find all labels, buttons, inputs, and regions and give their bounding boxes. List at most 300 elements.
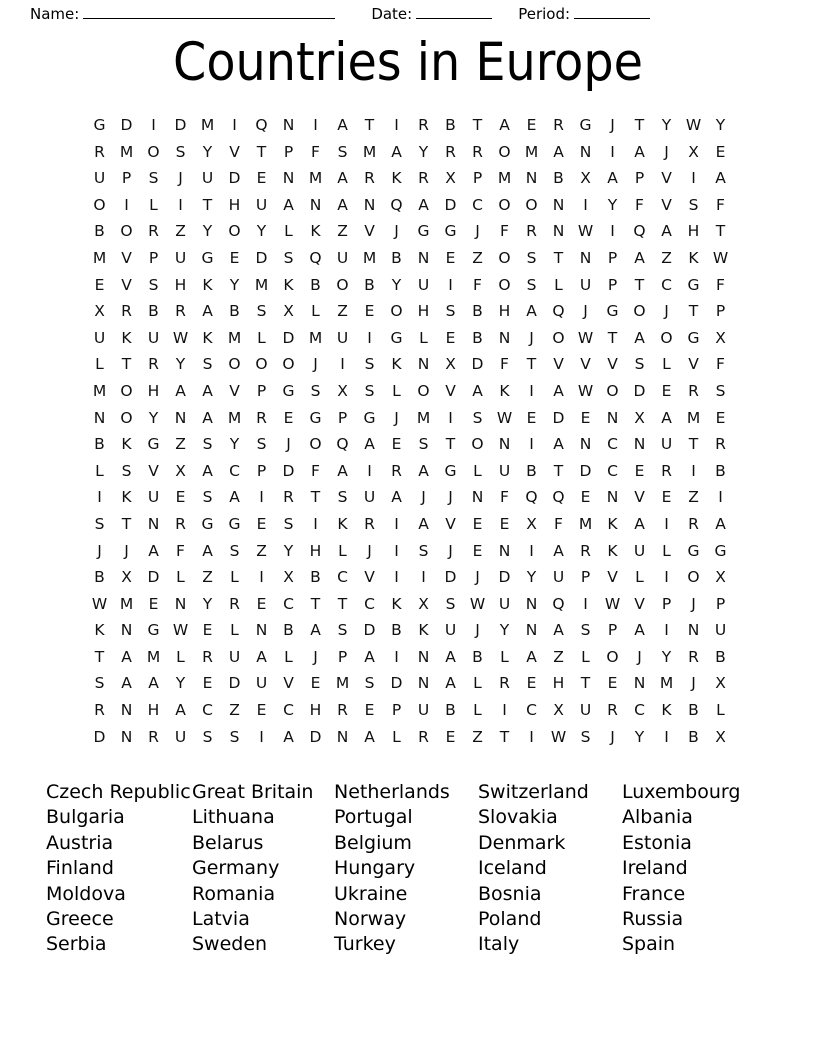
grid-cell[interactable]: I	[259, 727, 264, 746]
grid-cell[interactable]: T	[634, 275, 645, 294]
grid-cell[interactable]: W	[550, 727, 567, 746]
grid-cell[interactable]: I	[178, 195, 183, 214]
grid-cell[interactable]: H	[687, 222, 700, 241]
grid-cell[interactable]: U	[174, 248, 187, 267]
grid-cell[interactable]: B	[391, 248, 402, 267]
grid-cell[interactable]: V	[364, 568, 375, 587]
grid-cell[interactable]: E	[256, 169, 267, 188]
grid-cell[interactable]: E	[148, 594, 159, 613]
grid-cell[interactable]: J	[583, 302, 588, 321]
grid-cell[interactable]: G	[444, 461, 457, 480]
grid-cell[interactable]: C	[283, 701, 294, 720]
grid-cell[interactable]: L	[716, 701, 725, 720]
grid-cell[interactable]: B	[688, 701, 699, 720]
grid-cell[interactable]: W	[712, 248, 729, 267]
grid-cell[interactable]: D	[309, 727, 322, 746]
grid-cell[interactable]: A	[148, 674, 159, 693]
grid-cell[interactable]: J	[394, 222, 399, 241]
grid-cell[interactable]: D	[390, 674, 403, 693]
grid-cell[interactable]: D	[579, 461, 592, 480]
grid-cell[interactable]: L	[257, 328, 266, 347]
grid-cell[interactable]: C	[607, 435, 618, 454]
grid-cell[interactable]: T	[553, 461, 564, 480]
grid-cell[interactable]: B	[94, 435, 105, 454]
grid-cell[interactable]: N	[174, 594, 187, 613]
grid-cell[interactable]: H	[309, 701, 322, 720]
grid-cell[interactable]: Q	[552, 594, 565, 613]
grid-cell[interactable]: U	[417, 701, 430, 720]
grid-cell[interactable]: F	[500, 222, 509, 241]
grid-cell[interactable]: F	[500, 488, 509, 507]
grid-cell[interactable]: I	[313, 116, 318, 134]
grid-cell[interactable]: M	[119, 142, 134, 161]
grid-cell[interactable]: L	[230, 621, 239, 640]
grid-cell[interactable]: I	[448, 408, 453, 427]
grid-cell[interactable]: I	[529, 435, 534, 454]
grid-cell[interactable]: B	[310, 275, 321, 294]
grid-cell[interactable]: E	[391, 435, 402, 454]
grid-cell[interactable]: E	[256, 701, 267, 720]
word-list-item[interactable]: Austria	[46, 831, 114, 854]
grid-cell[interactable]: H	[417, 302, 430, 321]
grid-cell[interactable]: X	[634, 408, 645, 427]
grid-cell[interactable]: Y	[283, 541, 294, 560]
grid-cell[interactable]: O	[498, 275, 511, 294]
grid-cell[interactable]: X	[715, 568, 726, 587]
grid-cell[interactable]: P	[337, 647, 348, 666]
grid-cell[interactable]: K	[688, 248, 699, 267]
grid-cell[interactable]: K	[607, 514, 618, 533]
grid-cell[interactable]: C	[472, 195, 483, 214]
grid-cell[interactable]: V	[688, 355, 699, 374]
grid-cell[interactable]: C	[607, 461, 618, 480]
grid-cell[interactable]: J	[448, 488, 453, 507]
grid-cell[interactable]: X	[445, 355, 456, 374]
grid-cell[interactable]: N	[525, 594, 538, 613]
word-list-item[interactable]: Spain	[622, 933, 676, 956]
grid-cell[interactable]: T	[121, 355, 132, 374]
grid-cell[interactable]: R	[526, 222, 537, 241]
grid-cell[interactable]: K	[337, 514, 348, 533]
grid-cell[interactable]: V	[148, 461, 159, 480]
grid-cell[interactable]: D	[498, 568, 511, 587]
grid-cell[interactable]: G	[363, 408, 376, 427]
grid-cell[interactable]: A	[418, 195, 429, 214]
grid-cell[interactable]: W	[496, 408, 513, 427]
grid-cell[interactable]: O	[498, 195, 511, 214]
grid-cell[interactable]: J	[610, 727, 615, 746]
grid-cell[interactable]: H	[147, 381, 160, 400]
grid-cell[interactable]: E	[472, 514, 483, 533]
grid-cell[interactable]: E	[94, 275, 105, 294]
grid-cell[interactable]: A	[526, 302, 537, 321]
grid-cell[interactable]: N	[579, 435, 592, 454]
grid-cell[interactable]: C	[634, 701, 645, 720]
grid-cell[interactable]: I	[610, 142, 615, 161]
grid-cell[interactable]: S	[337, 142, 348, 161]
grid-cell[interactable]: S	[94, 514, 105, 533]
grid-cell[interactable]: S	[526, 275, 537, 294]
grid-cell[interactable]: M	[362, 142, 377, 161]
word-list-item[interactable]: Bosnia	[478, 882, 542, 905]
grid-cell[interactable]: A	[202, 408, 213, 427]
grid-cell[interactable]: R	[715, 435, 726, 454]
grid-cell[interactable]: T	[688, 302, 699, 321]
grid-cell[interactable]: N	[471, 488, 484, 507]
grid-cell[interactable]: P	[391, 701, 402, 720]
grid-cell[interactable]: V	[121, 248, 132, 267]
grid-cell[interactable]: Y	[391, 275, 402, 294]
grid-cell[interactable]: A	[175, 701, 186, 720]
grid-cell[interactable]: O	[606, 647, 619, 666]
grid-cell[interactable]: T	[364, 116, 375, 134]
grid-cell[interactable]: I	[394, 647, 399, 666]
grid-cell[interactable]: Y	[499, 621, 510, 640]
grid-cell[interactable]: O	[660, 328, 673, 347]
grid-cell[interactable]: O	[498, 142, 511, 161]
grid-cell[interactable]: V	[661, 169, 672, 188]
grid-cell[interactable]: V	[553, 355, 564, 374]
grid-cell[interactable]: Z	[229, 701, 240, 720]
grid-cell[interactable]: S	[364, 355, 375, 374]
grid-cell[interactable]: U	[93, 328, 106, 347]
grid-cell[interactable]: S	[121, 461, 132, 480]
grid-cell[interactable]: B	[472, 302, 483, 321]
grid-cell[interactable]: Z	[688, 488, 699, 507]
grid-cell[interactable]: T	[202, 195, 213, 214]
word-list-item[interactable]: Switzerland	[478, 781, 589, 803]
grid-cell[interactable]: N	[417, 248, 430, 267]
grid-cell[interactable]: N	[255, 621, 268, 640]
grid-cell[interactable]: L	[176, 568, 185, 587]
grid-cell[interactable]: N	[606, 408, 619, 427]
grid-cell[interactable]: A	[553, 435, 564, 454]
grid-cell[interactable]: A	[337, 116, 348, 134]
grid-cell[interactable]: S	[229, 541, 240, 560]
grid-cell[interactable]: H	[147, 701, 160, 720]
date-write-line[interactable]	[416, 6, 492, 19]
grid-cell[interactable]: H	[552, 674, 565, 693]
grid-cell[interactable]: O	[120, 408, 133, 427]
grid-cell[interactable]: P	[715, 302, 726, 321]
grid-cell[interactable]: I	[394, 514, 399, 533]
grid-cell[interactable]: S	[634, 355, 645, 374]
grid-cell[interactable]: V	[580, 355, 591, 374]
grid-cell[interactable]: G	[579, 116, 592, 134]
grid-cell[interactable]: R	[580, 541, 591, 560]
grid-cell[interactable]: R	[175, 302, 186, 321]
grid-cell[interactable]: K	[661, 701, 672, 720]
grid-cell[interactable]: J	[691, 594, 696, 613]
grid-cell[interactable]: Z	[175, 222, 186, 241]
grid-cell[interactable]: E	[445, 248, 456, 267]
grid-cell[interactable]: J	[286, 435, 291, 454]
grid-cell[interactable]: U	[498, 594, 511, 613]
grid-cell[interactable]: L	[176, 647, 185, 666]
grid-cell[interactable]: T	[634, 116, 645, 134]
grid-cell[interactable]: A	[526, 647, 537, 666]
grid-cell[interactable]: G	[228, 514, 241, 533]
grid-cell[interactable]: R	[256, 408, 267, 427]
grid-cell[interactable]: W	[577, 222, 594, 241]
grid-cell[interactable]: B	[391, 621, 402, 640]
grid-cell[interactable]: H	[498, 302, 511, 321]
grid-cell[interactable]: A	[715, 169, 726, 188]
grid-cell[interactable]: X	[715, 328, 726, 347]
grid-cell[interactable]: S	[445, 594, 456, 613]
grid-cell[interactable]: N	[525, 621, 538, 640]
grid-cell[interactable]: M	[578, 514, 593, 533]
grid-cell[interactable]: O	[471, 435, 484, 454]
grid-cell[interactable]: S	[418, 541, 429, 560]
grid-cell[interactable]: E	[202, 674, 213, 693]
grid-cell[interactable]: F	[554, 514, 563, 533]
grid-cell[interactable]: S	[337, 621, 348, 640]
grid-cell[interactable]: X	[94, 302, 105, 321]
grid-cell[interactable]: L	[473, 674, 482, 693]
grid-cell[interactable]: M	[308, 169, 323, 188]
grid-cell[interactable]: A	[418, 461, 429, 480]
grid-cell[interactable]: E	[283, 408, 294, 427]
grid-cell[interactable]: U	[444, 621, 457, 640]
grid-cell[interactable]: X	[553, 701, 564, 720]
grid-cell[interactable]: A	[121, 647, 132, 666]
grid-cell[interactable]: P	[715, 594, 726, 613]
grid-cell[interactable]: P	[283, 142, 294, 161]
grid-cell[interactable]: R	[337, 701, 348, 720]
grid-cell[interactable]: W	[172, 328, 189, 347]
grid-cell[interactable]: L	[338, 541, 347, 560]
grid-cell[interactable]: N	[552, 222, 565, 241]
grid-cell[interactable]: I	[394, 541, 399, 560]
grid-cell[interactable]: B	[472, 328, 483, 347]
grid-cell[interactable]: Y	[202, 222, 213, 241]
grid-cell[interactable]: N	[93, 408, 106, 427]
grid-cell[interactable]: A	[553, 541, 564, 560]
grid-cell[interactable]: I	[583, 195, 588, 214]
grid-cell[interactable]: W	[172, 621, 189, 640]
grid-cell[interactable]: O	[417, 381, 430, 400]
grid-cell[interactable]: L	[662, 541, 671, 560]
grid-cell[interactable]: Y	[175, 355, 186, 374]
grid-cell[interactable]: J	[313, 647, 318, 666]
word-list-item[interactable]: Germany	[192, 857, 280, 880]
grid-cell[interactable]: Y	[418, 142, 429, 161]
word-list-item[interactable]: Iceland	[478, 857, 547, 880]
grid-cell[interactable]: I	[664, 727, 669, 746]
grid-cell[interactable]: C	[229, 461, 240, 480]
grid-cell[interactable]: K	[121, 435, 132, 454]
grid-cell[interactable]: A	[634, 514, 645, 533]
grid-cell[interactable]: Y	[256, 222, 267, 241]
grid-cell[interactable]: A	[148, 541, 159, 560]
grid-cell[interactable]: L	[473, 701, 482, 720]
grid-cell[interactable]: I	[367, 461, 372, 480]
grid-cell[interactable]: Y	[634, 727, 645, 746]
grid-cell[interactable]: S	[526, 248, 537, 267]
grid-cell[interactable]: M	[200, 116, 215, 134]
grid-cell[interactable]: T	[472, 116, 483, 134]
grid-cell[interactable]: A	[256, 647, 267, 666]
grid-cell[interactable]: K	[121, 328, 132, 347]
grid-cell[interactable]: M	[92, 248, 107, 267]
grid-cell[interactable]: W	[91, 594, 108, 613]
grid-cell[interactable]: Q	[336, 435, 349, 454]
grid-cell[interactable]: D	[471, 355, 484, 374]
grid-cell[interactable]: A	[202, 302, 213, 321]
grid-cell[interactable]: A	[337, 195, 348, 214]
grid-cell[interactable]: A	[175, 381, 186, 400]
grid-cell[interactable]: G	[147, 435, 160, 454]
grid-cell[interactable]: E	[526, 674, 537, 693]
grid-cell[interactable]: U	[579, 275, 592, 294]
grid-cell[interactable]: V	[445, 514, 456, 533]
grid-cell[interactable]: I	[124, 195, 129, 214]
grid-cell[interactable]: R	[148, 222, 159, 241]
grid-cell[interactable]: D	[633, 381, 646, 400]
grid-cell[interactable]: Y	[715, 116, 726, 134]
grid-cell[interactable]: R	[94, 142, 105, 161]
word-list-item[interactable]: Great Britain	[192, 781, 314, 803]
grid-cell[interactable]: N	[552, 195, 565, 214]
grid-cell[interactable]: O	[93, 195, 106, 214]
grid-cell[interactable]: L	[149, 195, 158, 214]
grid-cell[interactable]: N	[498, 541, 511, 560]
grid-cell[interactable]: B	[526, 461, 537, 480]
grid-cell[interactable]: R	[499, 674, 510, 693]
grid-cell[interactable]: E	[580, 408, 591, 427]
grid-cell[interactable]: S	[256, 435, 267, 454]
word-list-item[interactable]: Romania	[192, 882, 276, 905]
grid-cell[interactable]: E	[310, 674, 321, 693]
grid-cell[interactable]: E	[256, 514, 267, 533]
name-write-line[interactable]	[83, 6, 335, 19]
grid-cell[interactable]: G	[606, 302, 619, 321]
grid-cell[interactable]: A	[229, 488, 240, 507]
grid-cell[interactable]: W	[577, 381, 594, 400]
grid-cell[interactable]: N	[579, 142, 592, 161]
grid-cell[interactable]: A	[310, 621, 321, 640]
word-list-item[interactable]: Lithuana	[192, 806, 275, 829]
grid-cell[interactable]: T	[553, 248, 564, 267]
grid-cell[interactable]: Y	[202, 594, 213, 613]
grid-cell[interactable]: A	[553, 142, 564, 161]
grid-cell[interactable]: O	[282, 355, 295, 374]
grid-cell[interactable]: E	[202, 621, 213, 640]
grid-cell[interactable]: A	[499, 116, 510, 134]
grid-cell[interactable]: N	[417, 355, 430, 374]
grid-cell[interactable]: U	[498, 461, 511, 480]
grid-cell[interactable]: P	[634, 169, 645, 188]
word-list-item[interactable]: Estonia	[622, 831, 692, 854]
grid-cell[interactable]: M	[335, 674, 350, 693]
grid-cell[interactable]: N	[174, 408, 187, 427]
grid-cell[interactable]: Q	[633, 222, 646, 241]
grid-cell[interactable]: B	[148, 302, 159, 321]
grid-cell[interactable]: Y	[229, 275, 240, 294]
grid-cell[interactable]: U	[174, 727, 187, 746]
word-list-item[interactable]: Belarus	[192, 831, 264, 854]
grid-cell[interactable]: Q	[552, 488, 565, 507]
word-list-item[interactable]: Norway	[334, 908, 407, 931]
grid-cell[interactable]: W	[469, 594, 486, 613]
grid-cell[interactable]: B	[715, 461, 726, 480]
grid-cell[interactable]: T	[526, 355, 537, 374]
grid-cell[interactable]: O	[552, 328, 565, 347]
grid-cell[interactable]: E	[499, 514, 510, 533]
grid-cell[interactable]: I	[718, 488, 723, 507]
grid-cell[interactable]: I	[394, 116, 399, 134]
grid-cell[interactable]: L	[311, 302, 320, 321]
grid-cell[interactable]: I	[664, 621, 669, 640]
grid-cell[interactable]: T	[715, 222, 726, 241]
grid-cell[interactable]: Y	[229, 435, 240, 454]
word-list-item[interactable]: Serbia	[46, 933, 107, 956]
grid-cell[interactable]: U	[93, 169, 106, 188]
grid-cell[interactable]: A	[553, 621, 564, 640]
word-list-item[interactable]: Russia	[622, 908, 684, 931]
grid-cell[interactable]: T	[121, 514, 132, 533]
word-list-item[interactable]: Czech Republic	[46, 781, 191, 803]
grid-cell[interactable]: D	[444, 195, 457, 214]
grid-cell[interactable]: M	[362, 248, 377, 267]
grid-cell[interactable]: S	[688, 195, 699, 214]
grid-cell[interactable]: J	[475, 222, 480, 241]
grid-cell[interactable]: N	[606, 488, 619, 507]
grid-cell[interactable]: J	[664, 302, 669, 321]
grid-cell[interactable]: S	[418, 435, 429, 454]
grid-cell[interactable]: P	[472, 169, 483, 188]
grid-cell[interactable]: B	[364, 275, 375, 294]
grid-cell[interactable]: V	[229, 142, 240, 161]
grid-cell[interactable]: G	[390, 328, 403, 347]
grid-cell[interactable]: P	[607, 621, 618, 640]
grid-cell[interactable]: R	[418, 169, 429, 188]
grid-cell[interactable]: A	[715, 514, 726, 533]
grid-cell[interactable]: K	[391, 169, 402, 188]
grid-cell[interactable]: T	[94, 647, 105, 666]
grid-cell[interactable]: Z	[175, 435, 186, 454]
grid-cell[interactable]: S	[229, 727, 240, 746]
grid-cell[interactable]: U	[714, 621, 727, 640]
grid-cell[interactable]: X	[121, 568, 132, 587]
grid-cell[interactable]: G	[444, 222, 457, 241]
grid-cell[interactable]: F	[311, 142, 320, 161]
grid-cell[interactable]: B	[94, 222, 105, 241]
grid-cell[interactable]: F	[716, 355, 725, 374]
grid-cell[interactable]: Q	[309, 248, 322, 267]
grid-cell[interactable]: O	[498, 248, 511, 267]
grid-cell[interactable]: S	[202, 435, 213, 454]
grid-cell[interactable]: Z	[202, 568, 213, 587]
grid-cell[interactable]: K	[310, 222, 321, 241]
grid-cell[interactable]: L	[662, 355, 671, 374]
word-list-item[interactable]: Ireland	[622, 857, 688, 880]
grid-cell[interactable]: G	[687, 328, 700, 347]
grid-cell[interactable]: E	[175, 488, 186, 507]
grid-cell[interactable]: S	[148, 275, 159, 294]
grid-cell[interactable]: S	[202, 488, 213, 507]
grid-cell[interactable]: H	[228, 195, 241, 214]
grid-cell[interactable]: E	[580, 488, 591, 507]
grid-cell[interactable]: T	[607, 328, 618, 347]
grid-cell[interactable]: J	[664, 142, 669, 161]
word-list-item[interactable]: Poland	[478, 908, 542, 931]
grid-cell[interactable]: B	[688, 727, 699, 746]
grid-cell[interactable]: A	[661, 222, 672, 241]
grid-cell[interactable]: P	[607, 248, 618, 267]
grid-cell[interactable]: A	[634, 328, 645, 347]
